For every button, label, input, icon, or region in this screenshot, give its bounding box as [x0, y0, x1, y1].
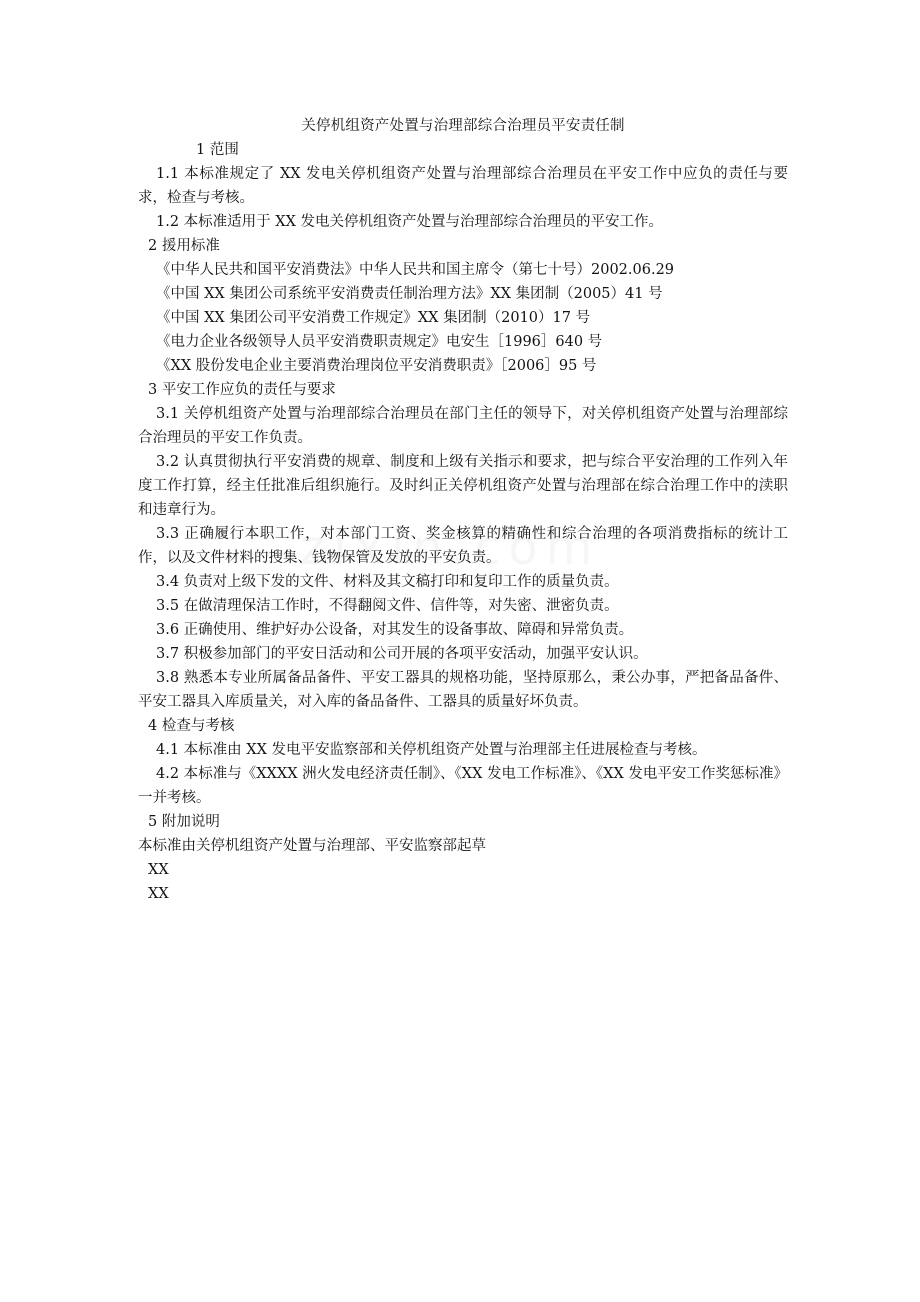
- section-heading: 1 范围: [196, 142, 239, 158]
- reference-item: 《中国 XX 集团公司平安消费工作规定》XX 集团制（2010）17 号: [156, 310, 591, 326]
- reference-item: 《中华人民共和国平安消费法》中华人民共和国主席令（第七十号）2002.06.29: [156, 262, 675, 278]
- section-heading: 4 检查与考核: [148, 718, 235, 734]
- paragraph: 4.1 本标准由 XX 发电平安监察部和关停机组资产处置与治理部主任进展检查与考核。: [156, 742, 707, 758]
- reference-item: 《电力企业各级领导人员平安消费职责规定》电安生［1996］640 号: [156, 334, 603, 350]
- paragraph: 本标准由关停机组资产处置与治理部、平安监察部起草: [138, 838, 486, 854]
- section-heading: 3 平安工作应负的责任与要求: [148, 382, 336, 398]
- paragraph: 3.5 在做清理保洁工作时，不得翻阅文件、信件等，对失密、泄密负责。: [156, 598, 619, 614]
- paragraph: 3.6 正确使用、维护好办公设备，对其发生的设备事故、障碍和异常负责。: [156, 622, 634, 638]
- section-heading: 5 附加说明: [148, 814, 220, 830]
- document-body: [138, 114, 788, 906]
- reference-item: 《中国 XX 集团公司系统平安消费责任制治理方法》XX 集团制（2005）41 号: [156, 286, 663, 302]
- reference-item: 《XX 股份发电企业主要消费治理岗位平安消费职责》［2006］95 号: [156, 358, 597, 374]
- paragraph: 3.1 关停机组资产处置与治理部综合治理员在部门主任的领导下，对关停机组资产处置与治理部综合治理员的平安工作负责。: [138, 406, 788, 446]
- paragraph: 3.4 负责对上级下发的文件、材料及其文稿打印和复印工作的质量负责。: [156, 574, 619, 590]
- paragraph: 3.7 积极参加部门的平安日活动和公司开展的各项平安活动，加强平安认识。: [156, 646, 648, 662]
- paragraph: 3.2 认真贯彻执行平安消费的规章、制度和上级有关指示和要求，把与综合平安治理的工作列入年度工作打算，经主任批准后组织施行。及时纠正关停机组资产处置与治理部在综合治理工作中的渎职和违章行为。: [138, 454, 788, 518]
- signature-line: XX: [148, 862, 169, 878]
- document-title: 关停机组资产处置与治理部综合治理员平安责任制: [301, 118, 625, 134]
- paragraph: 1.1 本标准规定了 XX 发电关停机组资产处置与治理部综合治理员在平安工作中应负的责任与要求，检查与考核。: [138, 166, 788, 206]
- paragraph: 4.2 本标准与《XXXX 洲火发电经济责任制》、《XX 发电工作标准》、《XX 发电平安工作奖惩标准》一并考核。: [138, 766, 788, 806]
- signature-line: XX: [148, 886, 169, 902]
- paragraph: 3.3 正确履行本职工作，对本部门工资、奖金核算的精确性和综合治理的各项消费指标的统计工作，以及文件材料的搜集、钱物保管及发放的平安负责。: [138, 526, 788, 566]
- section-heading: 2 援用标准: [148, 238, 220, 254]
- paragraph: 1.2 本标准适用于 XX 发电关停机组资产处置与治理部综合治理员的平安工作。: [156, 214, 664, 230]
- paragraph: 3.8 熟悉本专业所属备品备件、平安工器具的规格功能，坚持原那么，秉公办事，严把备品备件、平安工器具入库质量关，对入库的备品备件、工器具的质量好坏负责。: [138, 670, 788, 710]
